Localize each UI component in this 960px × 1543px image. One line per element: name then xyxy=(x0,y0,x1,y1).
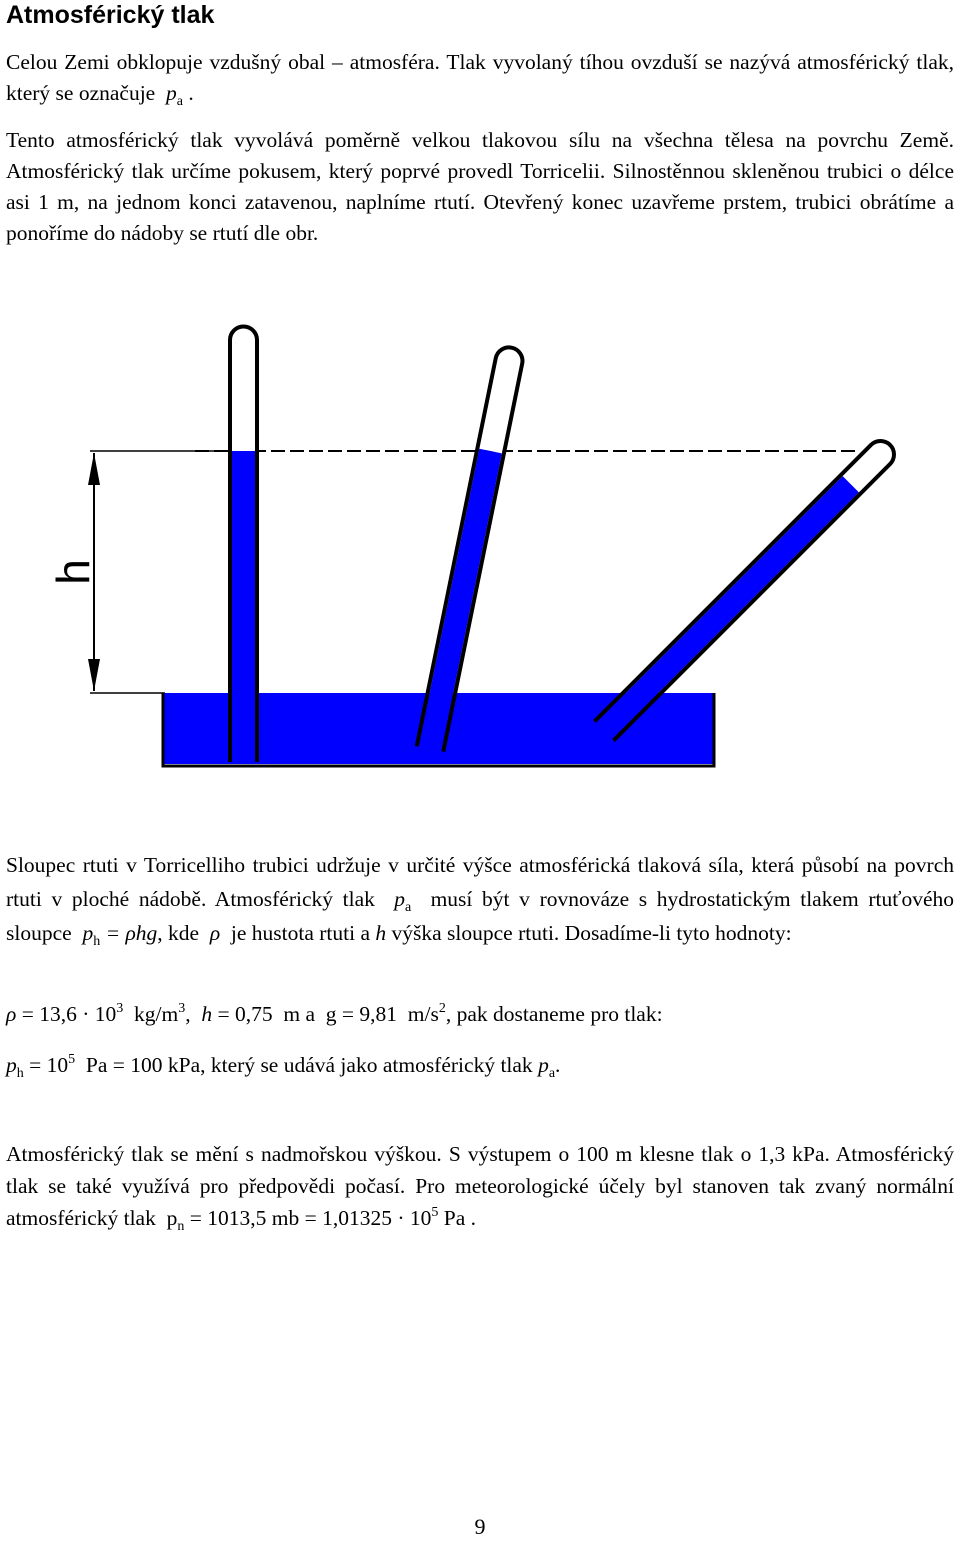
paragraph-torricelli: Tento atmosférický tlak vyvolává poměrně velkou tlakovou sílu na všechna tělesa na povrchu Země. Atmosférický tlak určíme pokusem, který poprvé provedl Torricelii. Silnostěnnou skleněnou trubici o délce asi 1 m, na jednom konci zatavenou, naplníme rtutí. Otevřený konec uzavřeme prstem, trubici obrátíme a ponoříme do nádoby se rtutí dle obr. xyxy=(6,128,954,245)
page-title: Atmosférický tlak xyxy=(6,1,215,29)
page-number: 9 xyxy=(474,1514,486,1539)
tube-tilted xyxy=(417,345,525,752)
pressure-result: $p_h = 10^5$ Pa = 100 kPa, který se udává jako atmosférický tlak $p_a$. xyxy=(6,1052,561,1081)
tube-strongly-tilted xyxy=(594,435,899,740)
symbol-pa: p xyxy=(165,81,177,105)
torricelli-figure xyxy=(0,300,960,780)
values-equation: $\rho = 13,6 \cdot 10^3$ $kg/m^3$, h = 0,75 m a g = 9,81 $m/s^2$, pak dostaneme pro tlak: xyxy=(6,1001,663,1026)
h-label: h xyxy=(47,559,99,585)
tube-vertical xyxy=(230,327,257,763)
paragraph-altitude: Atmosférický tlak se mění s nadmořskou výškou. S výstupem o 100 m klesne tlak o 1,3 kPa. Atmosférický tlak se také využívá pro předpovědi počasí. Pro meteorologické účely byl stanoven tak zvaný normální atmosférický tlak $p_n = 1013,5$ mb = $1,01325 \cdot 10^5$ Pa . xyxy=(6,1142,954,1234)
paragraph-intro: Celou Zemi obklopuje vzdušný obal – atmosféra. Tlak vyvolaný tíhou ovzduší se nazývá atmosférický tlak, který se označuje $p_a$ . xyxy=(6,50,954,109)
h-arrow-top xyxy=(88,453,100,485)
h-arrow-bottom xyxy=(88,659,100,691)
paragraph-equilibrium: Sloupec rtuti v Torricelliho trubici udržuje v určité výšce atmosférická tlaková síla, která působí na povrch rtuti v ploché nádobě. Atmosférický tlak $p_a$ musí být v rovnováze s hydrostatickým tlakem rtuťového sloupce $p_h = \rho hg$, kde ρ je hustota rtuti a h výška sloupce rtuti. Dosadíme-li tyto hodnoty: xyxy=(6,853,955,949)
